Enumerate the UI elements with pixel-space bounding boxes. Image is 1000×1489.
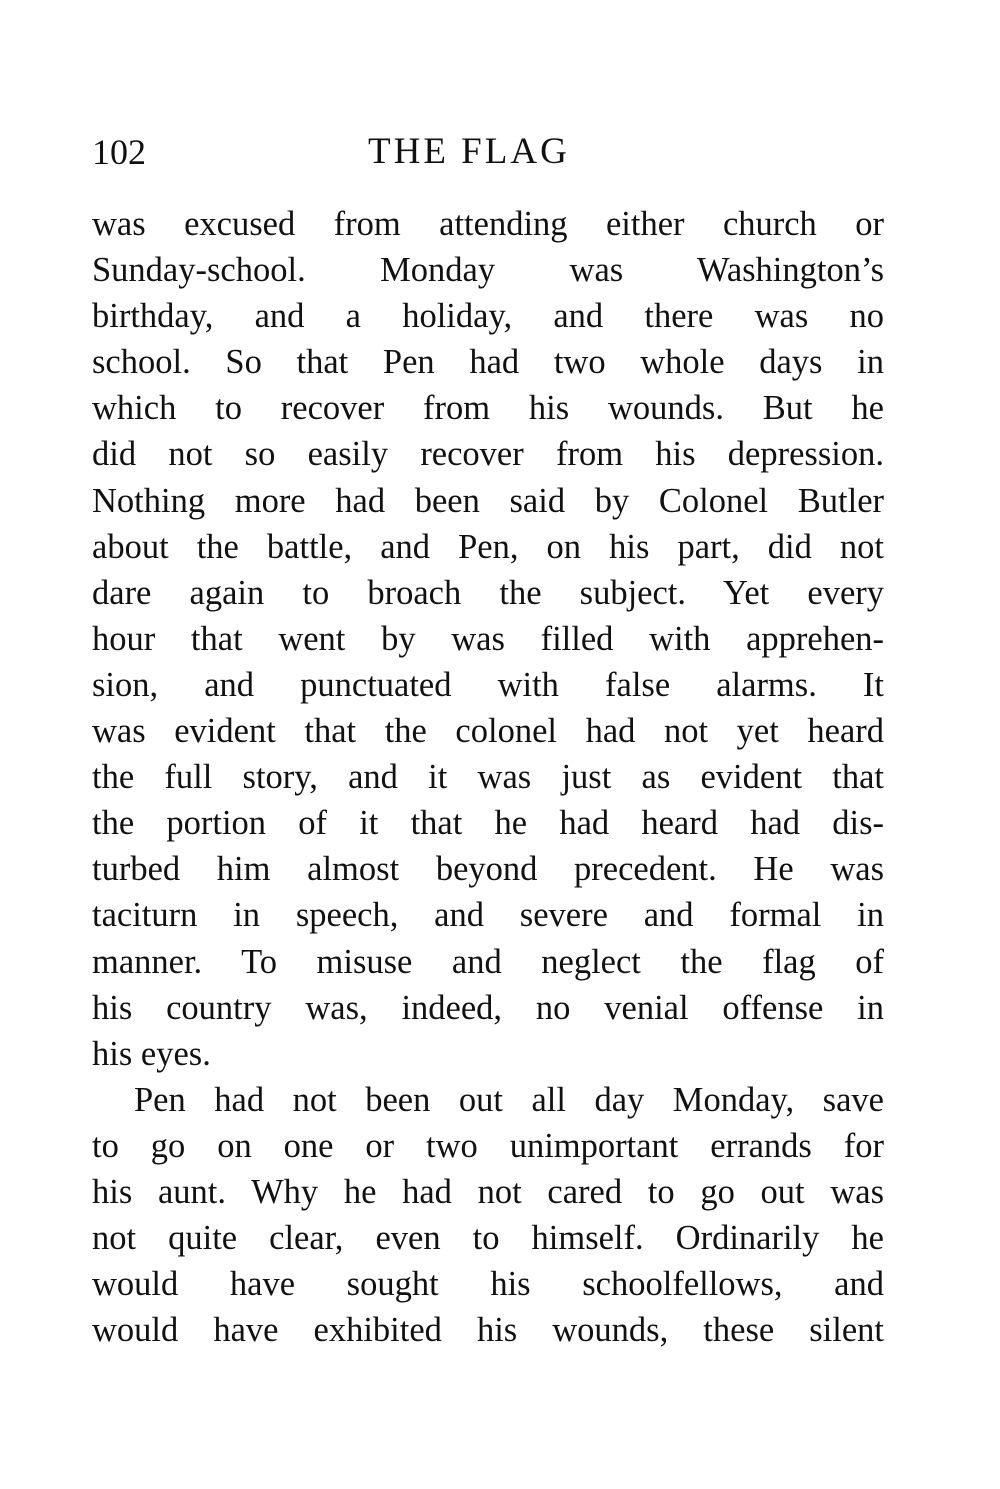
text-line: was excused from attending either church or — [92, 205, 884, 243]
text-line: to go on one or two unimportant errands for — [92, 1126, 884, 1165]
text-line: school. So that Pen had two whole days in — [92, 343, 884, 382]
text-line: not quite clear, even to himself. Ordinarily he — [92, 1219, 884, 1258]
body-text — [92, 201, 884, 1353]
paragraph-end-line: his eyes. — [92, 1034, 211, 1073]
text-line: sion, and punctuated with false alarms. It — [92, 665, 884, 704]
running-title: THE FLAG — [368, 131, 570, 172]
text-line: Sunday-school. Monday was Washington’s — [92, 251, 884, 290]
text-line: hour that went by was filled with apprehen- — [92, 619, 884, 658]
text-line: would have exhibited his wounds, these silent — [92, 1311, 884, 1350]
text-line: turbed him almost beyond precedent. He was — [92, 850, 884, 889]
text-line: manner. To misuse and neglect the flag of — [92, 942, 884, 981]
text-line: did not so easily recover from his depression. — [92, 435, 884, 474]
text-line: the portion of it that he had heard had dis- — [92, 804, 884, 843]
page-header — [92, 128, 884, 184]
text-line: birthday, and a holiday, and there was no — [92, 297, 884, 336]
text-line: about the battle, and Pen, on his part, did not — [92, 527, 884, 566]
text-line: would have sought his schoolfellows, and — [92, 1265, 884, 1304]
text-line: his aunt. Why he had not cared to go out was — [92, 1172, 884, 1211]
text-line: Nothing more had been said by Colonel Butler — [92, 481, 884, 520]
page-number: 102 — [92, 132, 146, 172]
text-line: which to recover from his wounds. But he — [92, 389, 884, 428]
text-line: the full story, and it was just as evident that — [92, 758, 884, 797]
text-line: dare again to broach the subject. Yet every — [92, 573, 884, 612]
paragraph-start-line: Pen had not been out all day Monday, save — [134, 1080, 884, 1119]
text-line: taciturn in speech, and severe and formal in — [92, 896, 884, 935]
text-line: his country was, indeed, no venial offense in — [92, 988, 884, 1027]
text-line: was evident that the colonel had not yet heard — [92, 712, 884, 751]
